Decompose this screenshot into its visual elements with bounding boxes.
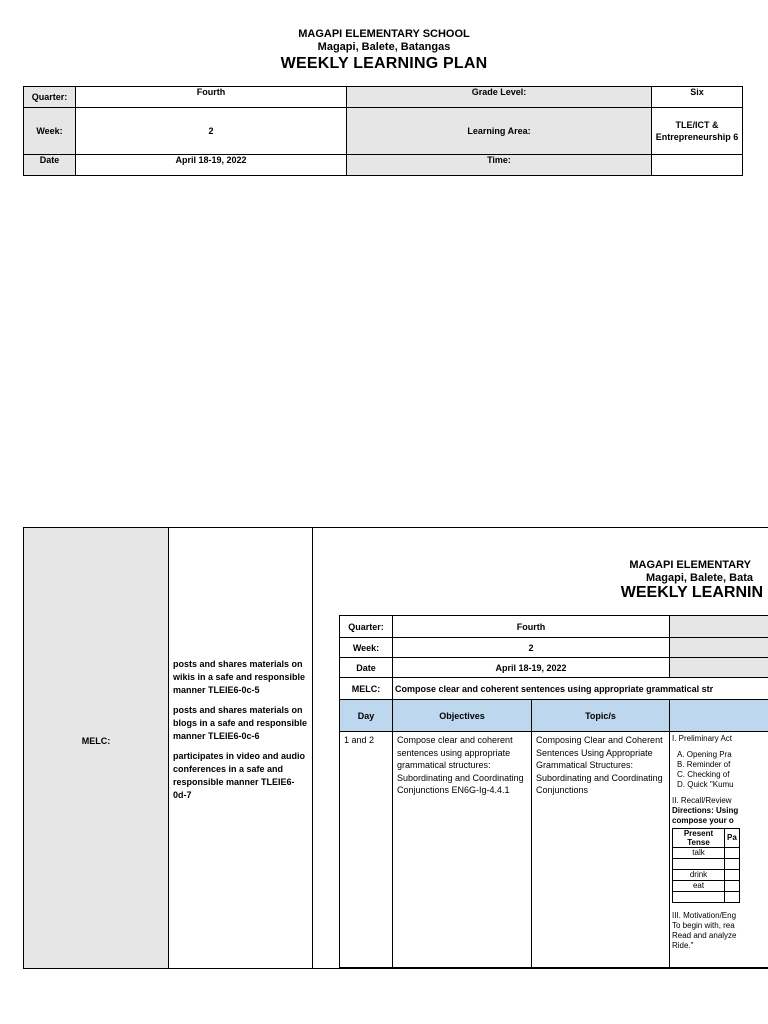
embedded-date-label: Date	[340, 658, 393, 678]
procedure-line: II. Recall/Review	[672, 796, 732, 805]
embedded-grey-cell	[670, 616, 768, 638]
quarter-value: Fourth	[76, 87, 347, 108]
embedded-plan	[313, 528, 768, 968]
embedded-school-name: MAGAPI ELEMENTARY	[629, 559, 751, 571]
embedded-quarter-label: Quarter:	[340, 616, 393, 638]
procedure-line: Ride."	[672, 941, 694, 950]
past-tense-header: Pa	[725, 829, 740, 848]
day-cell: 1 and 2	[340, 732, 393, 968]
col-objectives-header: Objectives	[393, 700, 532, 732]
melc-item: participates in video and audio conferences in a safe and responsible manner TLEIE6-0d-7	[173, 751, 306, 800]
col-procedure-header	[670, 700, 768, 732]
topics-cell: Composing Clear and Coherent Sentences Using Appropriate Grammatical Structures: Subordinating and Coordinating Conjunctions	[532, 732, 670, 968]
grade-value: Six	[652, 87, 743, 108]
melc-item: posts and shares materials on wikis in a safe and responsible manner TLEIE6-0c-5	[173, 659, 306, 695]
quarter-label: Quarter:	[24, 87, 76, 108]
procedure-line: compose your o	[672, 816, 734, 825]
procedure-line: A. Opening Pra	[677, 750, 732, 759]
embedded-date-value: April 18-19, 2022	[393, 658, 670, 678]
embedded-week-label: Week:	[340, 638, 393, 658]
procedure-line: I. Preliminary Act	[672, 734, 733, 743]
area-label: Learning Area:	[347, 108, 652, 155]
procedure-line: To begin with, rea	[672, 921, 735, 930]
embedded-grey-cell	[670, 638, 768, 658]
time-value	[652, 155, 743, 176]
procedure-line: III. Motivation/Eng	[672, 911, 737, 920]
embedded-plan-table	[339, 615, 768, 968]
present-tense-header: Present Tense	[673, 829, 725, 848]
school-address: Magapi, Balete, Batangas	[317, 41, 451, 53]
procedure-line: Directions: Using	[672, 806, 739, 815]
embedded-quarter-value: Fourth	[393, 616, 670, 638]
tense-word: drink	[673, 870, 725, 881]
date-label: Date	[24, 155, 76, 176]
school-name: MAGAPI ELEMENTARY SCHOOL	[298, 28, 470, 40]
tense-word: eat	[673, 881, 725, 892]
embedded-title: WEEKLY LEARNIN	[620, 584, 763, 601]
col-day-header: Day	[340, 700, 393, 732]
date-value: April 18-19, 2022	[76, 155, 347, 176]
embedded-melc-value: Compose clear and coherent sentences using appropriate grammatical str	[393, 678, 768, 700]
melc-label: MELC:	[81, 736, 111, 746]
procedure-line: Read and analyze	[672, 931, 737, 940]
objectives-cell: Compose clear and coherent sentences using appropriate grammatical structures: Subordinating and Coordinating Conjunctions EN6G-Ig-4.4.1	[393, 732, 532, 968]
melc-list	[169, 528, 313, 968]
embedded-school-address: Magapi, Balete, Bata	[646, 572, 753, 584]
procedure-cell	[670, 732, 768, 968]
embedded-week-value: 2	[393, 638, 670, 658]
melc-label-cell	[24, 528, 169, 968]
week-label: Week:	[24, 108, 76, 155]
embedded-melc-label: MELC:	[340, 678, 393, 700]
time-label: Time:	[347, 155, 652, 176]
area-value: TLE/ICT & Entrepreneurship 6	[652, 108, 743, 155]
procedure-line: D. Quick "Kumu	[677, 780, 734, 789]
page-title: WEEKLY LEARNING PLAN	[280, 55, 488, 72]
tense-word: talk	[673, 848, 725, 859]
grade-label: Grade Level:	[347, 87, 652, 108]
tense-table	[672, 828, 740, 903]
melc-section	[23, 527, 768, 969]
melc-item: posts and shares materials on blogs in a safe and responsible manner TLEIE6-0c-6	[173, 705, 308, 741]
procedure-line: C. Checking of	[677, 770, 730, 779]
week-value: 2	[76, 108, 347, 155]
embedded-grey-cell	[670, 658, 768, 678]
col-topics-header: Topic/s	[532, 700, 670, 732]
procedure-line: B. Reminder of	[677, 760, 731, 769]
info-table	[23, 86, 743, 176]
